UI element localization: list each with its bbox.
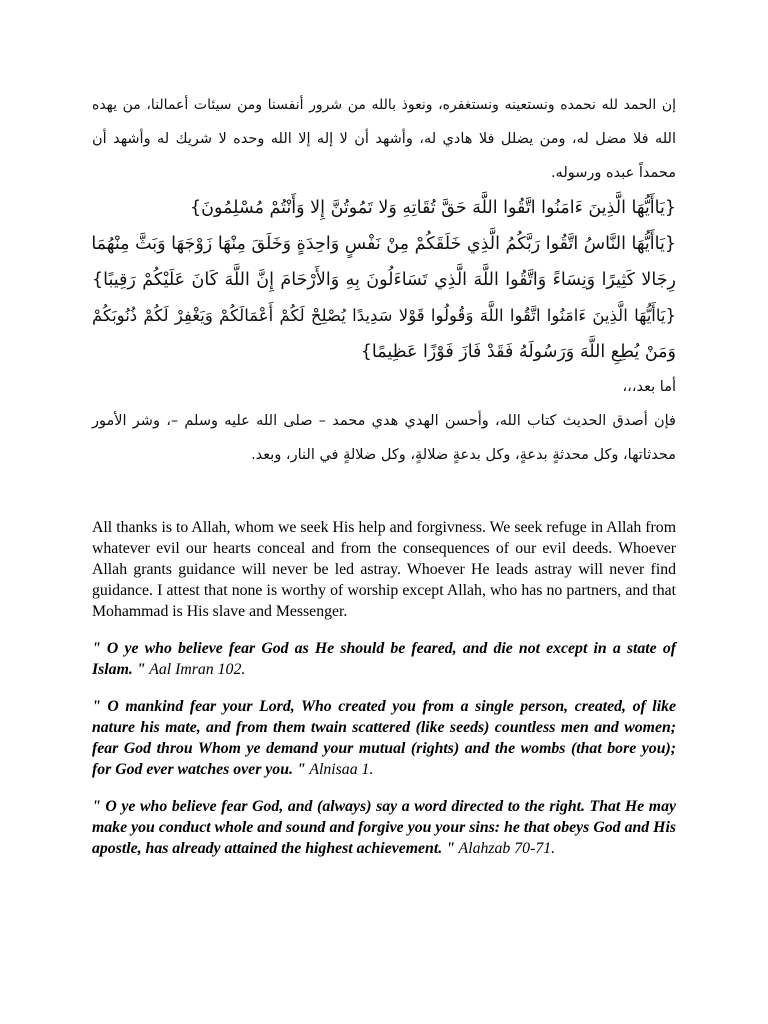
arabic-closing-line: فإن أصدق الحديث كتاب الله، وأحسن الهدي هدي محمد – صلى الله عليه وسلم –، وشر الأمور bbox=[92, 413, 676, 429]
arabic-intro-line: الله فلا مضل له، ومن يضلل فلا هادي له، وأشهد أن لا إله إلا الله وحده لا شريك له وأشهد أن bbox=[92, 131, 676, 147]
arabic-verse-line: {يَاأَيُّهَا الَّذِينَ ءَامَنُوا اتَّقُوا اللَّهَ حَقَّ تُقَاتِهِ وَلا تَمُوتُنَّ إِلا وَأَنْتُمْ مُسْلِمُونَ} bbox=[190, 198, 676, 218]
quote-paragraph bbox=[92, 796, 676, 859]
english-section bbox=[92, 517, 676, 875]
arabic-section bbox=[92, 88, 676, 472]
english-intro-paragraph: All thanks is to Allah, whom we seek His help and forgivness. We seek refuge in Allah from whatever evil our hearts conceal and from the consequences of our evil deeds. Whoever Allah grants guidance will never be led astray. Whoever He leads astray will never find guidance. I attest that none is worthy of worship except Allah, who has no partners, and that Mohammad is His slave and Messenger. bbox=[92, 519, 676, 620]
arabic-closing-line: أما بعد،،، bbox=[622, 379, 676, 395]
quote-reference: Aal Imran 102. bbox=[145, 661, 246, 678]
quote-paragraph bbox=[92, 696, 676, 780]
quote-paragraph bbox=[92, 638, 676, 680]
arabic-verse-line: {يَاأَيُّهَا الَّذِينَ ءَامَنُوا اتَّقُوا اللَّهَ وَقُولُوا قَوْلا سَدِيدًا يُصْلِحْ لَكُمْ أَعْمَالَكُمْ وَيَغْفِرْ لَكُمْ ذُنُوبَكُمْ bbox=[92, 306, 676, 325]
arabic-verse-line: {يَاأَيُّهَا النَّاسُ اتَّقُوا رَبَّكُمُ الَّذِي خَلَقَكُمْ مِنْ نَفْسٍ وَاحِدَةٍ وَخَلَقَ مِنْهَا زَوْجَهَا وَبَثَّ مِنْهُمَا bbox=[91, 234, 676, 254]
quote-text: " O ye who believe fear God, and (always) say a word directed to the right. That He may make you conduct whole and sound and forgive you your sins: he that obeys God and His apostle, has already attained the highest achievement. " bbox=[92, 798, 676, 857]
quote-reference: Alahzab 70-71. bbox=[454, 840, 556, 857]
arabic-intro-line: محمداً عبده ورسوله. bbox=[550, 165, 676, 181]
arabic-intro-line: إن الحمد لله نحمده ونستعينه ونستغفره، ونعوذ بالله من شرور أنفسنا ومن سيئات أعمالنا، من يهده bbox=[92, 97, 676, 113]
quote-text: " O ye who believe fear God as He should be feared, and die not except in a state of Islam. " bbox=[92, 640, 676, 678]
arabic-closing-line: محدثاتها، وكل محدثةٍ بدعةٍ، وكل بدعةٍ ضلالةٍ، وكل ضلالةٍ في النار، وبعد. bbox=[251, 447, 676, 463]
arabic-verse-line: رِجَالا كَثِيرًا وَنِسَاءً وَاتَّقُوا اللَّهَ الَّذِي تَسَاءَلُونَ بِهِ وَالأَرْحَامَ إِنَّ اللَّهَ كَانَ عَلَيْكُمْ رَقِيبًا} bbox=[92, 270, 676, 290]
arabic-verse-line: وَمَنْ يُطِعِ اللَّهَ وَرَسُولَهُ فَقَدْ فَازَ فَوْزًا عَظِيمًا} bbox=[360, 342, 676, 362]
quote-text: " O mankind fear your Lord, Who created you from a single person, created, of like nature his mate, and from them twain scattered (like seeds) countless men and women; fear God throu Whom ye demand your mutual (rights) and the wombs (that bore you); for God ever watches over you. " bbox=[92, 698, 676, 778]
quote-reference: Alnisaa 1. bbox=[305, 761, 374, 778]
